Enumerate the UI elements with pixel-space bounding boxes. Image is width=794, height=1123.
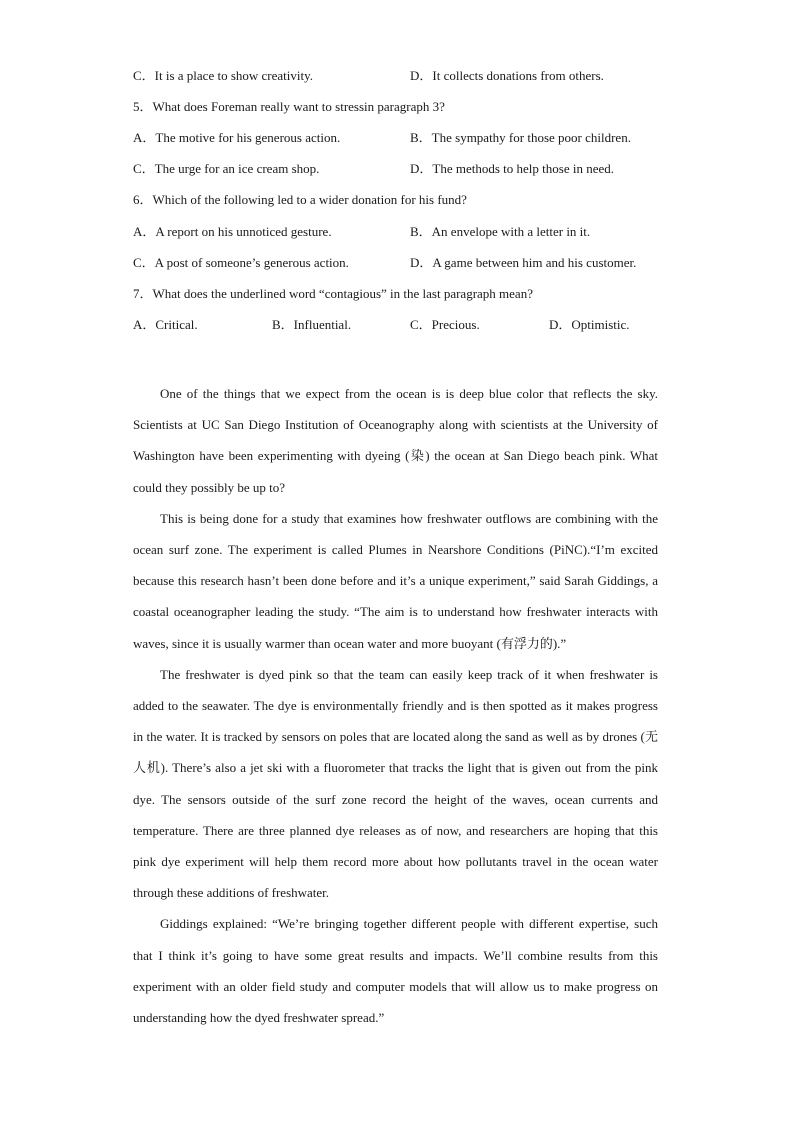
passage-paragraph-3: The freshwater is dyed pink so that the team can easily keep track of it when freshwater is added to the seawater. The dye is environmentally friendly and is then spotted as it makes progress in the water. It is tracked by sensors on poles that are located along the sand as well as by drones (无人机). There’s also a jet ski with a fluorometer that tracks the light that is given out from the pink dye. The sensors outside of the surf zone record the height of the waves, ocean currents and temperature. There are three planned dye releases as of now, and researchers are hoping that this pink dye experiment will help them record more about how pollutants travel in the ocean water through these additions of freshwater. <box>133 666 658 901</box>
passage-paragraph-4: Giddings explained: “We’re bringing together different people with different expertise, such that I think it’s going to have some great results and impacts. We’ll combine results from this experiment with an older field study and computer models that will allow us to make progress on understanding how the dyed freshwater spread.” <box>133 916 658 1026</box>
q6-stem: 6．Which of the following led to a wider donation for his fund? <box>133 192 467 207</box>
q4-option-c: C．It is a place to show creativity. <box>133 68 314 83</box>
q5-option-a: A．The motive for his generous action. <box>133 130 341 145</box>
q5-option-b: B．The sympathy for those poor children. <box>410 130 631 145</box>
q6-option-a: A．A report on his unnoticed gesture. <box>133 224 332 239</box>
q7-option-a: A．Critical. <box>133 317 198 332</box>
q7-option-b: B．Influential. <box>272 317 352 332</box>
q7-option-c: C．Precious. <box>410 317 480 332</box>
q6-option-d: D．A game between him and his customer. <box>410 255 637 270</box>
q5-stem: 5．What does Foreman really want to stressin paragraph 3? <box>133 99 445 114</box>
q5-option-d: D．The methods to help those in need. <box>410 161 614 176</box>
passage-paragraph-1: One of the things that we expect from the ocean is is deep blue color that reflects the sky. Scientists at UC San Diego Institution of Oceanography along with scientists at the University of Washington have been experimenting with dyeing (染) the ocean at San Diego beach pink. What could they possibly be up to? <box>133 386 658 495</box>
q6-option-b: B．An envelope with a letter in it. <box>410 224 591 239</box>
q4-option-d: D．It collects donations from others. <box>410 68 604 83</box>
q7-stem: 7．What does the underlined word “contagious” in the last paragraph mean? <box>133 286 533 301</box>
reading-passage <box>133 378 658 1033</box>
q5-option-c: C．The urge for an ice cream shop. <box>133 161 320 176</box>
q7-option-d: D．Optimistic. <box>549 317 630 332</box>
q6-option-c: C．A post of someone’s generous action. <box>133 255 349 270</box>
passage-paragraph-2: This is being done for a study that examines how freshwater outflows are combining with the ocean surf zone. The experiment is called Plumes in Nearshore Conditions (PiNC).“I’m excited because this research hasn’t been done before and it’s a unique experiment,” said Sarah Giddings, a coastal oceanographer leading the study. “The aim is to understand how freshwater interacts with waves, since it is usually warmer than ocean water and more buoyant (有浮力的).” <box>133 510 658 651</box>
